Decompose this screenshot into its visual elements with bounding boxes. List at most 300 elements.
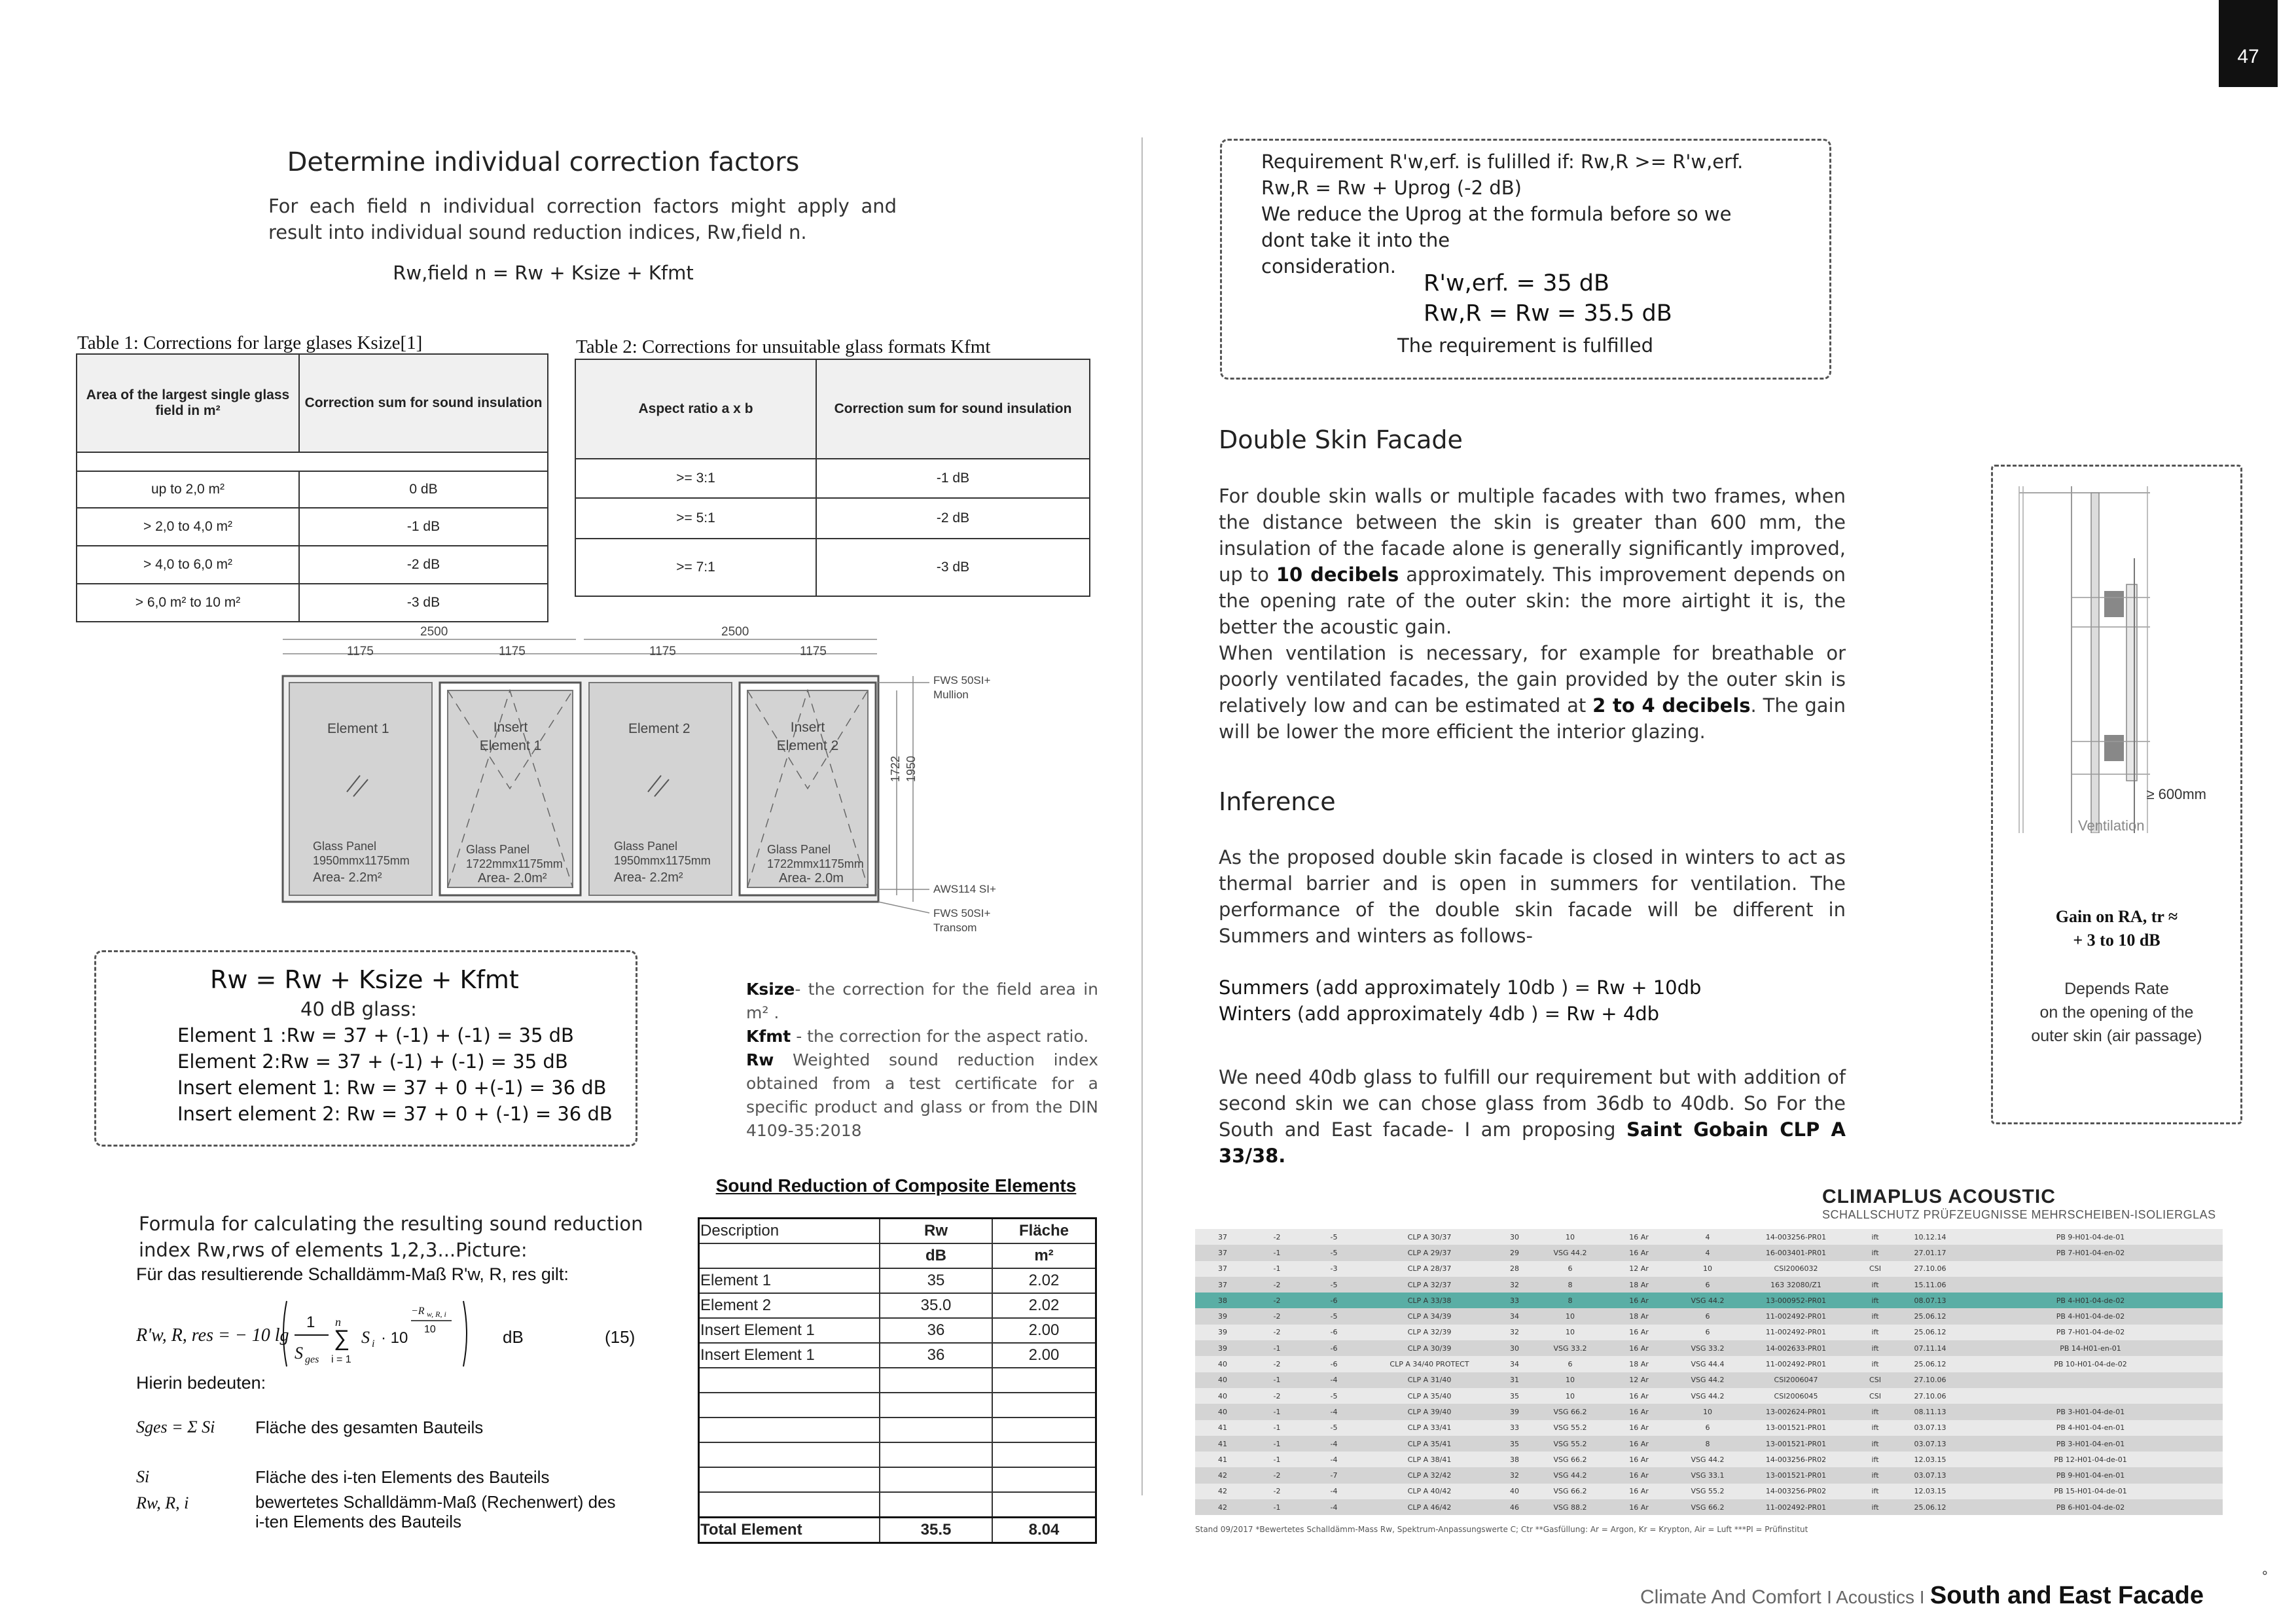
climaplus-cell: -5 bbox=[1330, 1391, 1338, 1400]
climaplus-cell: -5 bbox=[1330, 1280, 1338, 1289]
climaplus-cell: CLP A 29/37 bbox=[1407, 1248, 1452, 1257]
svg-text:S: S bbox=[295, 1344, 303, 1363]
climaplus-cell: 16 Ar bbox=[1629, 1487, 1649, 1496]
climaplus-cell: ift bbox=[1871, 1503, 1879, 1512]
double-skin-text: For double skin walls or multiple facades with two frames, when the distance between the skin is greater than 600 mm, the insulation of the facade alone is generally significantly improved, up to bbox=[1219, 485, 1846, 586]
climaplus-cell: 25.06.12 bbox=[1914, 1360, 1946, 1369]
table1-cell: -1 dB bbox=[299, 508, 548, 546]
climaplus-cell: CLP A 32/37 bbox=[1407, 1280, 1452, 1289]
climaplus-cell: 32 bbox=[1510, 1280, 1519, 1289]
climaplus-footnote: Stand 09/2017 *Bewertetes Schalldämm-Mass Rw, Spektrum-Anpassungswerte C; Ctr **Gasfüllung: Ar = Argon, Kr = Krypton, Air = Luft ***PI = Prüfinstitut bbox=[1195, 1525, 1808, 1534]
panel-label: Element 2 bbox=[628, 721, 691, 736]
climaplus-cell: 34 bbox=[1510, 1312, 1519, 1321]
climaplus-cell: 41 bbox=[1218, 1455, 1227, 1464]
inference-summers bbox=[1219, 976, 1701, 999]
climaplus-cell: -4 bbox=[1330, 1407, 1338, 1416]
climaplus-cell: 16 Ar bbox=[1629, 1407, 1649, 1416]
facade-drawing bbox=[275, 625, 1060, 952]
climaplus-cell: -2 bbox=[1273, 1391, 1281, 1400]
climaplus-cell: 18 Ar bbox=[1629, 1312, 1649, 1321]
table2-cell: -3 dB bbox=[816, 539, 1090, 596]
climaplus-cell: 07.11.14 bbox=[1914, 1344, 1946, 1353]
intro-text: For each field n individual correction factors might apply and result into individual sound reduction indices, Rw,field n. bbox=[268, 195, 897, 243]
table1-header: Area of the largest single glass field in m² bbox=[77, 354, 299, 452]
requirement-box bbox=[1220, 139, 1831, 380]
climaplus-cell: -1 bbox=[1273, 1264, 1281, 1274]
climaplus-cell: 16-003401-PR01 bbox=[1765, 1248, 1827, 1257]
def-text: - the correction for the aspect ratio. bbox=[791, 1027, 1089, 1046]
german-def-symbol: Rw, R, i bbox=[136, 1493, 189, 1512]
def-kfmt bbox=[746, 1025, 1098, 1048]
double-skin-text: When ventilation is necessary, for example for breathable or poorly ventilated facades, the gain provided by the outer skin is relatively low and can be estimated at bbox=[1219, 642, 1846, 717]
climaplus-cell: CSI bbox=[1869, 1376, 1881, 1385]
climaplus-row bbox=[1195, 1372, 2223, 1388]
table2-cell: >= 7:1 bbox=[575, 539, 816, 596]
rw-calc-line: Element 2:Rw = 37 + (-1) + (-1) = 35 dB bbox=[177, 1050, 568, 1073]
climaplus-cell: -4 bbox=[1330, 1487, 1338, 1496]
rw-field-formula: Rw,field n = Rw + Ksize + Kfmt bbox=[393, 262, 694, 284]
climaplus-cell: 16 Ar bbox=[1629, 1455, 1649, 1464]
german-eq-number: (15) bbox=[605, 1327, 636, 1347]
panel-glass: Glass Panel bbox=[313, 840, 377, 853]
svg-text:n: n bbox=[335, 1315, 341, 1329]
climaplus-cell: 42 bbox=[1218, 1471, 1227, 1480]
climaplus-cell: VSG 55.2 bbox=[1553, 1423, 1587, 1433]
proposal-bold: Saint Gobain CLP A 33/38. bbox=[1219, 1118, 1846, 1167]
climaplus-cell: CLP A 39/40 bbox=[1407, 1407, 1452, 1416]
climaplus-cell: PB 7-H01-04-en-02 bbox=[2056, 1248, 2125, 1257]
climaplus-cell: -5 bbox=[1330, 1248, 1338, 1257]
composite-empty-cell bbox=[880, 1418, 992, 1442]
composite-empty-cell bbox=[699, 1442, 880, 1467]
composite-empty-cell bbox=[992, 1492, 1096, 1518]
climaplus-cell: 10 bbox=[1566, 1312, 1575, 1321]
climaplus-cell: 40 bbox=[1510, 1487, 1519, 1496]
climaplus-cell: 42 bbox=[1218, 1487, 1227, 1496]
table1-cell: > 6,0 m² to 10 m² bbox=[77, 584, 299, 622]
climaplus-cell: PB 14-H01-en-01 bbox=[2060, 1344, 2121, 1353]
composite-empty-cell bbox=[992, 1393, 1096, 1418]
figure-depends-line: outer skin (air passage) bbox=[2031, 1027, 2202, 1045]
climaplus-cell: ift bbox=[1871, 1344, 1879, 1353]
double-skin-bold: 10 decibels bbox=[1276, 563, 1399, 586]
season-result: Rw + 10db bbox=[1596, 976, 1702, 999]
climaplus-cell: -1 bbox=[1273, 1503, 1281, 1512]
table2-cell: >= 5:1 bbox=[575, 498, 816, 539]
composite-unit bbox=[699, 1243, 880, 1268]
climaplus-cell: 03.07.13 bbox=[1914, 1471, 1946, 1480]
svg-text:10: 10 bbox=[424, 1324, 436, 1335]
table1 bbox=[76, 353, 548, 622]
climaplus-cell: 8 bbox=[1568, 1296, 1573, 1305]
climaplus-cell: CSI bbox=[1869, 1391, 1881, 1400]
table1-cell: > 2,0 to 4,0 m² bbox=[77, 508, 299, 546]
climaplus-cell: 16 Ar bbox=[1629, 1328, 1649, 1337]
composite-cell: 2.02 bbox=[992, 1293, 1096, 1318]
requirement-line: consideration. bbox=[1261, 255, 1396, 277]
panel-glass: Glass Panel bbox=[767, 843, 831, 856]
climaplus-cell: 40 bbox=[1218, 1360, 1227, 1369]
composite-empty-cell bbox=[699, 1492, 880, 1518]
panel-label: Element 1 bbox=[327, 721, 389, 736]
double-skin-text: . The gain will be lower the more efficient the interior glazing. bbox=[1219, 694, 1846, 743]
climaplus-cell: -4 bbox=[1330, 1503, 1338, 1512]
climaplus-cell: PB 6-H01-04-de-02 bbox=[2056, 1503, 2125, 1512]
climaplus-cell: ift bbox=[1871, 1360, 1879, 1369]
panel-glass: Glass Panel bbox=[466, 843, 530, 856]
composite-empty-cell bbox=[699, 1418, 880, 1442]
composite-empty-cell bbox=[699, 1368, 880, 1393]
dim-sub-3: 1175 bbox=[649, 645, 676, 658]
svg-text:i = 1: i = 1 bbox=[331, 1354, 351, 1365]
climaplus-cell: 37 bbox=[1218, 1264, 1227, 1274]
requirement-line: Rw,R = Rw + Uprog (-2 dB) bbox=[1261, 177, 1522, 199]
climaplus-row bbox=[1195, 1356, 2223, 1372]
climaplus-cell: PB 9-H01-04-de-01 bbox=[2056, 1232, 2125, 1241]
climaplus-cell bbox=[1958, 1388, 2223, 1404]
svg-text:w, R, i: w, R, i bbox=[427, 1310, 446, 1319]
svg-text:S: S bbox=[361, 1328, 370, 1347]
climaplus-cell: 16 Ar bbox=[1629, 1423, 1649, 1433]
climaplus-row bbox=[1195, 1484, 2223, 1499]
table1-cell: 0 dB bbox=[299, 471, 548, 508]
climaplus-cell: 33 bbox=[1510, 1296, 1519, 1305]
double-skin-p2 bbox=[1219, 640, 1846, 745]
german-def-text: Fläche des gesamten Bauteils bbox=[255, 1418, 484, 1437]
climaplus-cell: 40 bbox=[1218, 1376, 1227, 1385]
inference-p2 bbox=[1219, 1064, 1846, 1169]
climaplus-cell: 39 bbox=[1218, 1328, 1227, 1337]
climaplus-cell: VSG 66.2 bbox=[1553, 1487, 1587, 1496]
inference-heading: Inference bbox=[1219, 787, 1336, 816]
climaplus-cell: 29 bbox=[1510, 1248, 1519, 1257]
climaplus-cell: ift bbox=[1871, 1423, 1879, 1433]
climaplus-row bbox=[1195, 1245, 2223, 1260]
climaplus-cell bbox=[1958, 1372, 2223, 1388]
climaplus-cell: 38 bbox=[1510, 1455, 1519, 1464]
climaplus-cell: ift bbox=[1871, 1407, 1879, 1416]
climaplus-row bbox=[1195, 1261, 2223, 1277]
climaplus-cell: 30 bbox=[1510, 1232, 1519, 1241]
season-label: Summers bbox=[1219, 976, 1310, 999]
climaplus-cell: 16 Ar bbox=[1629, 1439, 1649, 1448]
footer bbox=[1640, 1582, 2204, 1610]
svg-text:∑: ∑ bbox=[334, 1326, 350, 1351]
climaplus-cell: 28 bbox=[1510, 1264, 1519, 1274]
table1-header: Correction sum for sound insulation bbox=[299, 354, 548, 452]
composite-cell: 36 bbox=[880, 1343, 992, 1368]
climaplus-cell: 25.06.12 bbox=[1914, 1312, 1946, 1321]
climaplus-cell: 41 bbox=[1218, 1439, 1227, 1448]
climaplus-cell: -5 bbox=[1330, 1312, 1338, 1321]
climaplus-cell: 13-001521-PR01 bbox=[1765, 1423, 1827, 1433]
composite-empty-cell bbox=[880, 1368, 992, 1393]
climaplus-row bbox=[1195, 1420, 2223, 1436]
double-skin-text: approximately. This improvement depends on the opening rate of the outer skin: the more airtight it is, the better the acoustic gain. bbox=[1219, 563, 1846, 638]
panel-info bbox=[767, 842, 864, 885]
climaplus-row bbox=[1195, 1325, 2223, 1340]
climaplus-cell: VSG 33.1 bbox=[1691, 1471, 1725, 1480]
climaplus-cell: VSG 33.2 bbox=[1553, 1344, 1587, 1353]
climaplus-cell: CLP A 32/42 bbox=[1407, 1471, 1452, 1480]
climaplus-cell: VSG 44.2 bbox=[1691, 1376, 1725, 1385]
composite-title: Sound Reduction of Composite Elements bbox=[715, 1175, 1077, 1196]
climaplus-cell: -2 bbox=[1273, 1232, 1281, 1241]
requirement-big: Rw,R = Rw = 35.5 dB bbox=[1424, 300, 1672, 327]
climaplus-cell: 27.10.06 bbox=[1914, 1376, 1946, 1385]
climaplus-cell: -1 bbox=[1273, 1344, 1281, 1353]
climaplus-cell: 16 Ar bbox=[1629, 1471, 1649, 1480]
climaplus-cell: 14-002633-PR01 bbox=[1765, 1344, 1827, 1353]
climaplus-cell: 11-002492-PR01 bbox=[1765, 1503, 1827, 1512]
climaplus-cell: -1 bbox=[1273, 1407, 1281, 1416]
def-ksize bbox=[746, 978, 1098, 1025]
rw-calc-line: Insert element 2: Rw = 37 + 0 + (-1) = 36 dB bbox=[177, 1103, 613, 1125]
composite-header: Description bbox=[699, 1219, 880, 1244]
climaplus-cell: -1 bbox=[1273, 1248, 1281, 1257]
table2 bbox=[575, 359, 1090, 597]
composite-total-rw: 35.5 bbox=[880, 1518, 992, 1543]
climaplus-cell: PB 12-H01-04-de-01 bbox=[2054, 1455, 2127, 1464]
climaplus-cell: 35 bbox=[1510, 1391, 1519, 1400]
climaplus-cell: CLP A 34/39 bbox=[1407, 1312, 1452, 1321]
composite-cell: 2.00 bbox=[992, 1318, 1096, 1343]
table1-cell: -3 dB bbox=[299, 584, 548, 622]
season-label: Winters bbox=[1219, 1003, 1291, 1025]
climaplus-cell: PB 15-H01-04-de-01 bbox=[2054, 1487, 2127, 1496]
composite-empty-cell bbox=[992, 1442, 1096, 1467]
climaplus-cell: -1 bbox=[1273, 1423, 1281, 1433]
climaplus-cell: 18 Ar bbox=[1629, 1280, 1649, 1289]
callout-transom: FWS 50SI+ Transom bbox=[933, 907, 991, 934]
table1-cell: -2 dB bbox=[299, 546, 548, 584]
season-text: (add approximately 4db ) = bbox=[1291, 1003, 1567, 1025]
climaplus-cell: VSG 44.2 bbox=[1691, 1391, 1725, 1400]
climaplus-cell: 4 bbox=[1705, 1248, 1710, 1257]
table1-caption: Table 1: Corrections for large glases Ksize[1] bbox=[77, 332, 423, 353]
composite-empty-cell bbox=[992, 1368, 1096, 1393]
climaplus-cell: VSG 88.2 bbox=[1553, 1503, 1587, 1512]
figure-gain bbox=[1993, 905, 2240, 952]
page-number: 47 bbox=[2237, 46, 2259, 67]
table2-cell: -2 dB bbox=[816, 498, 1090, 539]
climaplus-cell: CLP A 32/39 bbox=[1407, 1328, 1452, 1337]
def-text: - the correction for the field area in m² . bbox=[746, 980, 1098, 1022]
climaplus-row bbox=[1195, 1436, 2223, 1452]
climaplus-cell: 10 bbox=[1566, 1376, 1575, 1385]
climaplus-cell: 08.11.13 bbox=[1914, 1407, 1946, 1416]
composite-cell: 2.02 bbox=[992, 1268, 1096, 1293]
climaplus-cell: 11-002492-PR01 bbox=[1765, 1312, 1827, 1321]
german-eq-unit: dB bbox=[503, 1327, 524, 1347]
season-result: Rw + 4db bbox=[1566, 1003, 1660, 1025]
climaplus-cell: PB 4-H01-04-de-02 bbox=[2056, 1296, 2125, 1305]
figure-depends-line: Depends Rate bbox=[2064, 980, 2169, 998]
climaplus-cell: CLP A 35/41 bbox=[1407, 1439, 1452, 1448]
climaplus-cell bbox=[1958, 1261, 2223, 1277]
climaplus-cell: 10 bbox=[1703, 1264, 1712, 1274]
climaplus-cell: 30 bbox=[1510, 1344, 1519, 1353]
climaplus-cell: -6 bbox=[1330, 1344, 1338, 1353]
climaplus-row bbox=[1195, 1229, 2223, 1245]
climaplus-cell: 6 bbox=[1568, 1360, 1573, 1369]
climaplus-cell: -2 bbox=[1273, 1312, 1281, 1321]
german-def-text: Fläche des i-ten Elements des Bauteils bbox=[255, 1467, 550, 1487]
climaplus-cell: 4 bbox=[1705, 1232, 1710, 1241]
climaplus-cell: 13-001521-PR01 bbox=[1765, 1439, 1827, 1448]
svg-text:−R: −R bbox=[411, 1306, 425, 1317]
climaplus-cell: ift bbox=[1871, 1232, 1879, 1241]
climaplus-cell: 10.12.14 bbox=[1914, 1232, 1946, 1241]
climaplus-cell: CSI2006045 bbox=[1774, 1391, 1818, 1400]
table2-header: Correction sum for sound insulation bbox=[816, 359, 1090, 459]
composite-cell: Element 2 bbox=[699, 1293, 880, 1318]
climaplus-row bbox=[1195, 1388, 2223, 1404]
page-divider bbox=[1141, 137, 1143, 1495]
climaplus-cell: -6 bbox=[1330, 1328, 1338, 1337]
panel-info bbox=[313, 839, 410, 885]
climaplus-cell: 27.01.17 bbox=[1914, 1248, 1946, 1257]
german-eq-drawing bbox=[280, 1294, 476, 1373]
climaplus-cell: 03.07.13 bbox=[1914, 1423, 1946, 1433]
footer-part2: I Acoustics I bbox=[1827, 1587, 1925, 1607]
climaplus-cell: -1 bbox=[1273, 1455, 1281, 1464]
def-term: Kfmt bbox=[746, 1027, 791, 1046]
climaplus-cell: CLP A 33/41 bbox=[1407, 1423, 1452, 1433]
climaplus-cell: CLP A 46/42 bbox=[1407, 1503, 1452, 1512]
climaplus-row bbox=[1195, 1499, 2223, 1515]
rw-calc-title: Rw = Rw + Ksize + Kfmt bbox=[210, 965, 519, 994]
climaplus-cell: -6 bbox=[1330, 1360, 1338, 1369]
climaplus-cell: CLP A 34/40 PROTECT bbox=[1390, 1360, 1469, 1369]
german-hierin: Hierin bedeuten: bbox=[136, 1373, 266, 1393]
climaplus-cell: CLP A 38/41 bbox=[1407, 1455, 1452, 1464]
climaplus-cell: 16 Ar bbox=[1629, 1232, 1649, 1241]
climaplus-cell: 6 bbox=[1568, 1264, 1573, 1274]
formula-text: Formula for calculating the resulting sound reduction index Rw,rws of elements 1,2,3...Picture: bbox=[139, 1213, 643, 1261]
side-dim: 1950 bbox=[905, 755, 918, 782]
climaplus-cell: 6 bbox=[1705, 1312, 1710, 1321]
composite-header: Fläche bbox=[992, 1219, 1096, 1244]
dim-top-2: 2500 bbox=[721, 625, 749, 639]
figure-depends bbox=[1993, 977, 2240, 1048]
composite-unit: m² bbox=[992, 1243, 1096, 1268]
panel-area: Area- 2.0m bbox=[779, 871, 844, 885]
climaplus-cell: 37 bbox=[1218, 1248, 1227, 1257]
requirement-line: We reduce the Uprog at the formula before so we dont take it into the bbox=[1261, 203, 1732, 251]
climaplus-cell: 13-002624-PR01 bbox=[1765, 1407, 1827, 1416]
climaplus-cell: 12 Ar bbox=[1629, 1264, 1649, 1274]
page-number-tab bbox=[2219, 0, 2278, 87]
climaplus-cell: -2 bbox=[1273, 1471, 1281, 1480]
climaplus-cell: 33 bbox=[1510, 1423, 1519, 1433]
def-term: Ksize bbox=[746, 980, 795, 999]
footer-mark: ° bbox=[2262, 1568, 2268, 1584]
climaplus-cell: CSI2006032 bbox=[1774, 1264, 1818, 1274]
climaplus-cell: -5 bbox=[1330, 1232, 1338, 1241]
climaplus-cell: 39 bbox=[1218, 1312, 1227, 1321]
climaplus-cell: 35 bbox=[1510, 1439, 1519, 1448]
dim-sub-2: 1175 bbox=[499, 645, 526, 658]
german-eq-lhs: R'w, R, res = − 10 lg bbox=[136, 1325, 289, 1346]
callout-aws: AWS114 SI+ bbox=[933, 883, 996, 895]
climaplus-cell: 6 bbox=[1705, 1280, 1710, 1289]
climaplus-cell: VSG 66.2 bbox=[1553, 1455, 1587, 1464]
composite-header: Rw bbox=[880, 1219, 992, 1244]
composite-total-label: Total Element bbox=[699, 1518, 880, 1543]
climaplus-cell: 14-003256-PR02 bbox=[1765, 1487, 1827, 1496]
climaplus-row bbox=[1195, 1404, 2223, 1419]
climaplus-cell: PB 4-H01-04-de-02 bbox=[2056, 1312, 2125, 1321]
climaplus-cell: 39 bbox=[1510, 1407, 1519, 1416]
german-intro: Für das resultierende Schalldämm-Maß R'w, R, res gilt: bbox=[136, 1264, 569, 1284]
composite-cell: Element 1 bbox=[699, 1268, 880, 1293]
figure-dim: ≥ 600mm bbox=[2146, 786, 2206, 802]
climaplus-row bbox=[1195, 1452, 2223, 1467]
climaplus-cell: 16 Ar bbox=[1629, 1391, 1649, 1400]
climaplus-cell: -2 bbox=[1273, 1328, 1281, 1337]
climaplus-table bbox=[1195, 1229, 2223, 1515]
requirement-line: Requirement R'w,erf. is fulilled if: Rw,R >= R'w,erf. bbox=[1261, 151, 1744, 173]
requirement-text bbox=[1261, 149, 1765, 279]
footer-part1: Climate And Comfort bbox=[1640, 1586, 1821, 1608]
panel-glass: Glass Panel bbox=[614, 840, 678, 853]
composite-cell: Insert Element 1 bbox=[699, 1318, 880, 1343]
climaplus-cell: VSG 44.2 bbox=[1553, 1248, 1587, 1257]
climaplus-cell: -2 bbox=[1273, 1487, 1281, 1496]
climaplus-cell: 8 bbox=[1568, 1280, 1573, 1289]
climaplus-cell: 18 Ar bbox=[1629, 1360, 1649, 1369]
climaplus-cell: VSG 55.2 bbox=[1691, 1487, 1725, 1496]
composite-empty-cell bbox=[880, 1492, 992, 1518]
composite-empty-cell bbox=[699, 1393, 880, 1418]
rw-calc-box bbox=[94, 950, 637, 1147]
inference-text: We need 40db glass to fulfill our requirement but with addition of second skin we can chose glass from 36db to 40db. So For the South and East facade- I am proposing bbox=[1219, 1066, 1846, 1141]
panel-area: Area- 2.0m² bbox=[478, 871, 547, 885]
climaplus-cell: 32 bbox=[1510, 1328, 1519, 1337]
climaplus-subtitle: SCHALLSCHUTZ PRÜFZEUGNISSE MEHRSCHEIBEN-ISOLIERGLAS bbox=[1822, 1208, 2216, 1221]
climaplus-cell: -4 bbox=[1330, 1439, 1338, 1448]
rw-calc-line: Insert element 1: Rw = 37 + 0 +(-1) = 36 dB bbox=[177, 1077, 607, 1099]
climaplus-cell: 46 bbox=[1510, 1503, 1519, 1512]
panel-label: Insert Element 1 bbox=[479, 720, 542, 753]
climaplus-row bbox=[1195, 1293, 2223, 1308]
climaplus-cell: ift bbox=[1871, 1280, 1879, 1289]
table1-cell: up to 2,0 m² bbox=[77, 471, 299, 508]
composite-empty-cell bbox=[699, 1467, 880, 1492]
german-def-text: bewertetes Schalldämm-Maß (Rechenwert) des i-ten Elements des Bauteils bbox=[255, 1492, 616, 1531]
climaplus-cell: -4 bbox=[1330, 1376, 1338, 1385]
climaplus-cell: 34 bbox=[1510, 1360, 1519, 1369]
climaplus-cell: 15.11.06 bbox=[1914, 1280, 1946, 1289]
section-title: Determine individual correction factors bbox=[287, 147, 800, 177]
requirement-big: R'w,erf. = 35 dB bbox=[1424, 270, 1609, 296]
climaplus-cell: PB 3-H01-04-de-01 bbox=[2056, 1407, 2125, 1416]
climaplus-cell: CLP A 30/37 bbox=[1407, 1232, 1452, 1241]
climaplus-cell: 31 bbox=[1510, 1376, 1519, 1385]
climaplus-cell: 37 bbox=[1218, 1232, 1227, 1241]
climaplus-cell: 10 bbox=[1566, 1232, 1575, 1241]
climaplus-cell: VSG 66.2 bbox=[1553, 1407, 1587, 1416]
climaplus-cell: VSG 44.2 bbox=[1691, 1296, 1725, 1305]
table1-cell: > 4,0 to 6,0 m² bbox=[77, 546, 299, 584]
composite-cell: 2.00 bbox=[992, 1343, 1096, 1368]
german-def-symbol: Sges = Σ Si bbox=[136, 1418, 215, 1436]
panel-size: 1950mmx1175mm bbox=[614, 854, 711, 867]
climaplus-cell: 42 bbox=[1218, 1503, 1227, 1512]
rw-calc-sub: 40 dB glass: bbox=[300, 998, 417, 1020]
climaplus-cell: 27.10.06 bbox=[1914, 1264, 1946, 1274]
